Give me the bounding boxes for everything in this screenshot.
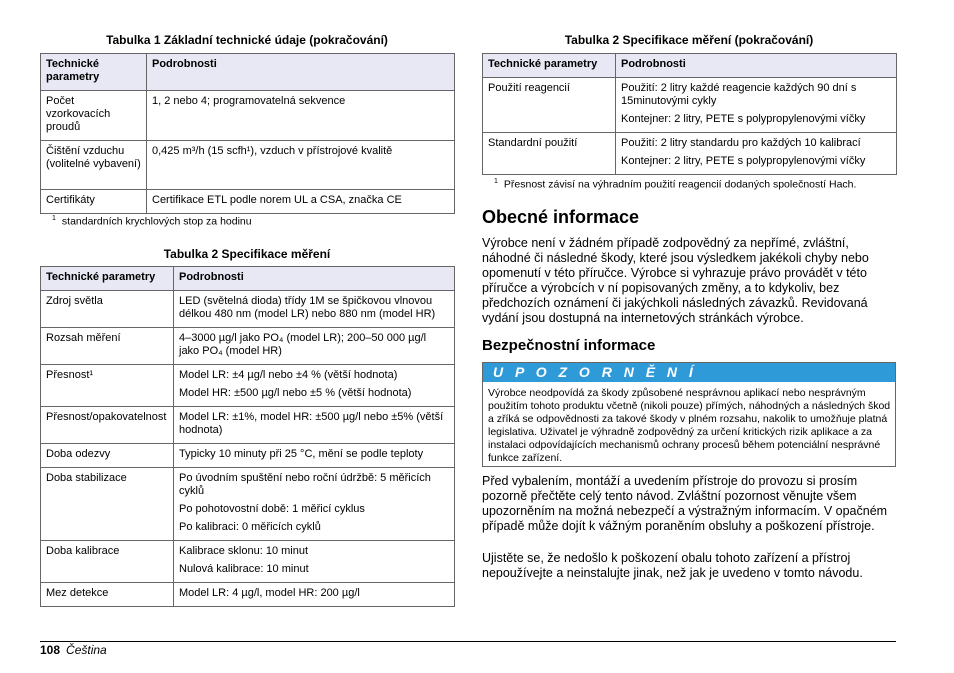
warning-title: U P O Z O R N Ě N Í [483,363,895,382]
detail-line: Typicky 10 minuty při 25 °C, mění se podle teploty [179,448,424,460]
table-cell: Certifikáty [41,190,147,214]
column-header: Technické parametry [41,54,147,91]
detail-line: Kontejner: 2 litry, PETE s polypropylenovými víčky [621,155,866,167]
table-cell: Čištění vzduchu (volitelné vybavení) [41,141,147,190]
table-cell-parameter: Přesnost¹ [41,365,174,407]
table-cell-parameter: Doba odezvy [41,444,174,468]
detail-line: Po pohotovostní době: 1 měřicí cyklus [179,503,365,515]
table-cell-details [174,407,455,444]
table-row [41,583,455,607]
table-cell-details [174,291,455,328]
table-row [41,444,455,468]
footnote-mark: 1 [52,215,56,222]
table-cell-details [174,541,455,583]
column-header: Podrobnosti [147,54,455,91]
column-header: Podrobnosti [616,54,897,78]
table-cell-parameter: Přesnost/opakovatelnost [41,407,174,444]
table-cell-details [174,365,455,407]
detail-line: LED (světelná dioda) třídy 1M se špičkovou vlnovou délkou 480 nm (model LR) nebo 880 nm (model HR) [179,295,436,320]
table-row [41,141,455,190]
table-row [41,365,455,407]
footer-divider [40,641,896,642]
table-cell-details [616,133,897,175]
warning-box [482,362,896,467]
page-number: 108 [40,643,61,657]
table-cell-details [174,328,455,365]
table-header-row [41,54,455,91]
table1-basic-specs [40,53,455,214]
table-cell: 0,425 m³/h (15 scfh¹), vzduch v přístrojové kvalitě [147,141,455,190]
safety-info-heading: Bezpečnostní informace [482,337,656,354]
table2-continued-caption: Tabulka 2 Specifikace měření (pokračování) [564,33,814,47]
table-row [41,541,455,583]
package-damage-note: Ujistěte se, že nedošlo k poškození obalu tohoto zařízení a přístroj nepoužívejte a neinstalujte jinak, než jak je uvedeno v tomto návodu. [482,551,863,580]
table-cell-parameter: Doba kalibrace [41,541,174,583]
detail-line: 4–3000 µg/l jako PO₄ (model LR); 200–50 000 µg/l jako PO₄ (model HR) [179,332,427,357]
table-cell-details [174,444,455,468]
table-header-row [41,267,455,291]
table-cell-details [174,583,455,607]
table-row [41,291,455,328]
general-info-heading: Obecné informace [482,207,640,227]
detail-line: Po kalibraci: 0 měřicích cyklů [179,521,321,533]
detail-line: Nulová kalibrace: 10 minut [179,563,309,575]
table-row [41,328,455,365]
table1-caption: Tabulka 1 Základní technické údaje (pokračování) [106,33,388,47]
table-cell-details [174,468,455,541]
general-info-text: Výrobce není v žádném případě zodpovědný za nepřímé, zvláštní, náhodné či následné škody, které jsou výsledkem jakékoli chyby nebo opomenutí v této příručce. Výrobce si vyhrazuje právo provádět v této příručce a výrobcích v ní popisovaných změny, a to kdykoliv, bez předchozích oznámení či jakýchkoli následných závazků. Revidovaná vydání jsou dostupná na internetových stránkách výrobce. [482,236,869,325]
language-label: Čeština [66,643,107,657]
column-header: Technické parametry [483,54,616,78]
table-header-row [483,54,897,78]
page-footer [40,643,107,657]
detail-line: Model HR: ±500 µg/l nebo ±5 % (větší hodnota) [179,387,412,399]
detail-line: Model LR: ±1%, model HR: ±500 µg/l nebo ±5% (větší hodnota) [179,411,444,436]
table-cell-parameter: Rozsah měření [41,328,174,365]
table-cell-parameter: Mez detekce [41,583,174,607]
unpacking-instructions: Před vybalením, montáží a uvedením přístroje do provozu si prosím pozorně přečtěte celý tento návod. Zvláštní pozornost věnujte všem upozorněním na možná nebezpečí a výstražným informacím. V opačném případě může dojít k vážným poraněním obsluhy a poškození přístroje. [482,474,888,533]
footnote-mark: 1 [494,178,498,185]
table-row [41,407,455,444]
table-row [41,468,455,541]
footnote-text: standardních krychlových stop za hodinu [61,215,252,228]
detail-line: Model LR: 4 µg/l, model HR: 200 µg/l [179,587,360,599]
footnote-text: Přesnost závisí na výhradním použití reagencií dodaných společností Hach. [503,178,857,191]
table-row [41,91,455,141]
table-row [41,190,455,214]
detail-line: Kalibrace sklonu: 10 minut [179,545,309,557]
table-cell-parameter: Standardní použití [483,133,616,175]
warning-text: Výrobce neodpovídá za škody způsobené nesprávnou aplikací nebo nesprávným použitím tohoto produktu včetně (nikoli pouze) přímých, náhodných a následných škod a zříká se odpovědnosti za takové škody v plném rozsahu, nakolik to umožňuje platná legislativa. Uživatel je výhradně zodpovědný za určení kritických rizik aplikace a za instalaci odpovídajících mechanismů ochrany procesů během potenciální nesprávné funkce zařízení. [488,387,891,464]
detail-line: Model LR: ±4 µg/l nebo ±4 % (větší hodnota) [179,369,398,381]
column-header: Podrobnosti [174,267,455,291]
detail-line: Kontejner: 2 litry, PETE s polypropylenovými víčky [621,113,866,125]
table-cell: Certifikace ETL podle norem UL a CSA, značka CE [147,190,455,214]
table1-footnote [52,215,252,228]
table-row [483,78,897,133]
detail-line: Použití: 2 litry každé reagencie každých 90 dní s 15minutovými cykly [621,82,857,107]
detail-line: Použití: 2 litry standardu pro každých 10 kalibrací [621,137,861,149]
table2-measurement-specs [40,266,455,607]
table2-footnote [494,178,856,191]
detail-line: Po úvodním spuštění nebo roční údržbě: 5 měřicích cyklů [179,472,431,497]
table2-continued [482,53,897,175]
table-cell-parameter: Použití reagencií [483,78,616,133]
table-cell-parameter: Zdroj světla [41,291,174,328]
table-cell: 1, 2 nebo 4; programovatelná sekvence [147,91,455,141]
column-header: Technické parametry [41,267,174,291]
table-cell: Počet vzorkovacích proudů [41,91,147,141]
table-cell-parameter: Doba stabilizace [41,468,174,541]
table-row [483,133,897,175]
table2-caption: Tabulka 2 Specifikace měření [163,247,331,261]
table-cell-details [616,78,897,133]
